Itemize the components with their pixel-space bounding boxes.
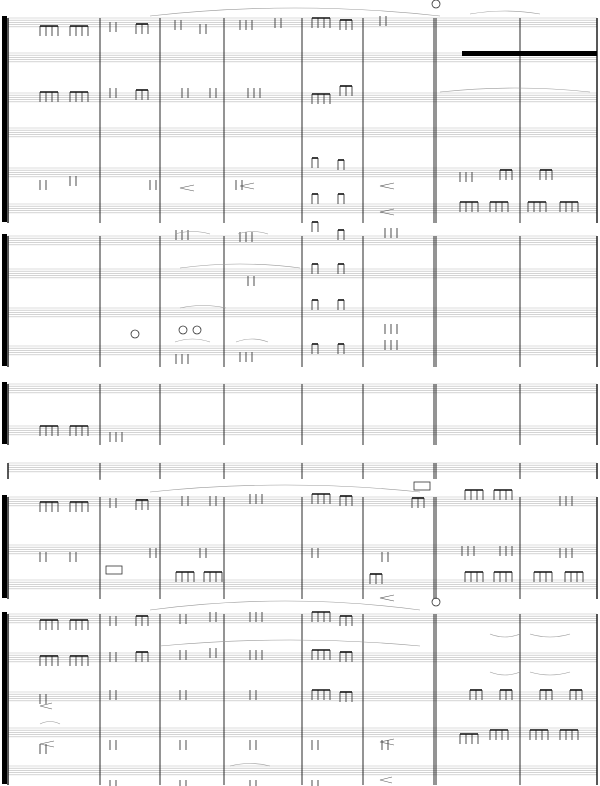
slur-arc xyxy=(236,339,268,342)
multi-measure-rest-icon xyxy=(462,51,597,56)
hairpin-mark xyxy=(380,209,394,215)
slur-arc xyxy=(470,11,540,14)
slur-arc xyxy=(530,672,570,675)
hairpin-mark xyxy=(380,595,394,601)
slur-arc xyxy=(440,88,590,92)
rectangle-mark-icon xyxy=(414,482,430,490)
hairpin-mark xyxy=(380,183,394,189)
circle-mark-icon xyxy=(179,326,187,334)
system-brace xyxy=(2,612,7,784)
rectangle-mark-icon xyxy=(106,566,122,574)
slur-arc xyxy=(530,634,570,637)
slur-arc xyxy=(238,232,268,235)
system-brace xyxy=(2,495,7,598)
slur-arc xyxy=(160,640,420,646)
slur-arc xyxy=(150,8,440,16)
slur-arc xyxy=(180,306,226,309)
system-brace xyxy=(2,234,7,366)
system-brace xyxy=(2,16,7,222)
circle-mark-icon xyxy=(131,330,139,338)
circle-mark-icon xyxy=(432,598,440,606)
hairpin-mark xyxy=(180,185,194,191)
hairpin-mark xyxy=(380,777,392,783)
slur-arc xyxy=(490,634,520,637)
slur-arc xyxy=(180,264,300,268)
slur-arc xyxy=(150,485,420,492)
slur-arc xyxy=(490,672,520,675)
slur-arc xyxy=(175,232,210,235)
system-brace xyxy=(2,382,7,444)
slur-arc xyxy=(40,722,60,725)
hairpin-mark xyxy=(40,741,54,747)
slur-arc xyxy=(150,601,420,610)
circle-mark-icon xyxy=(193,326,201,334)
circle-mark-icon xyxy=(432,0,440,8)
slur-arc xyxy=(175,339,210,342)
slur-arc xyxy=(230,764,270,767)
